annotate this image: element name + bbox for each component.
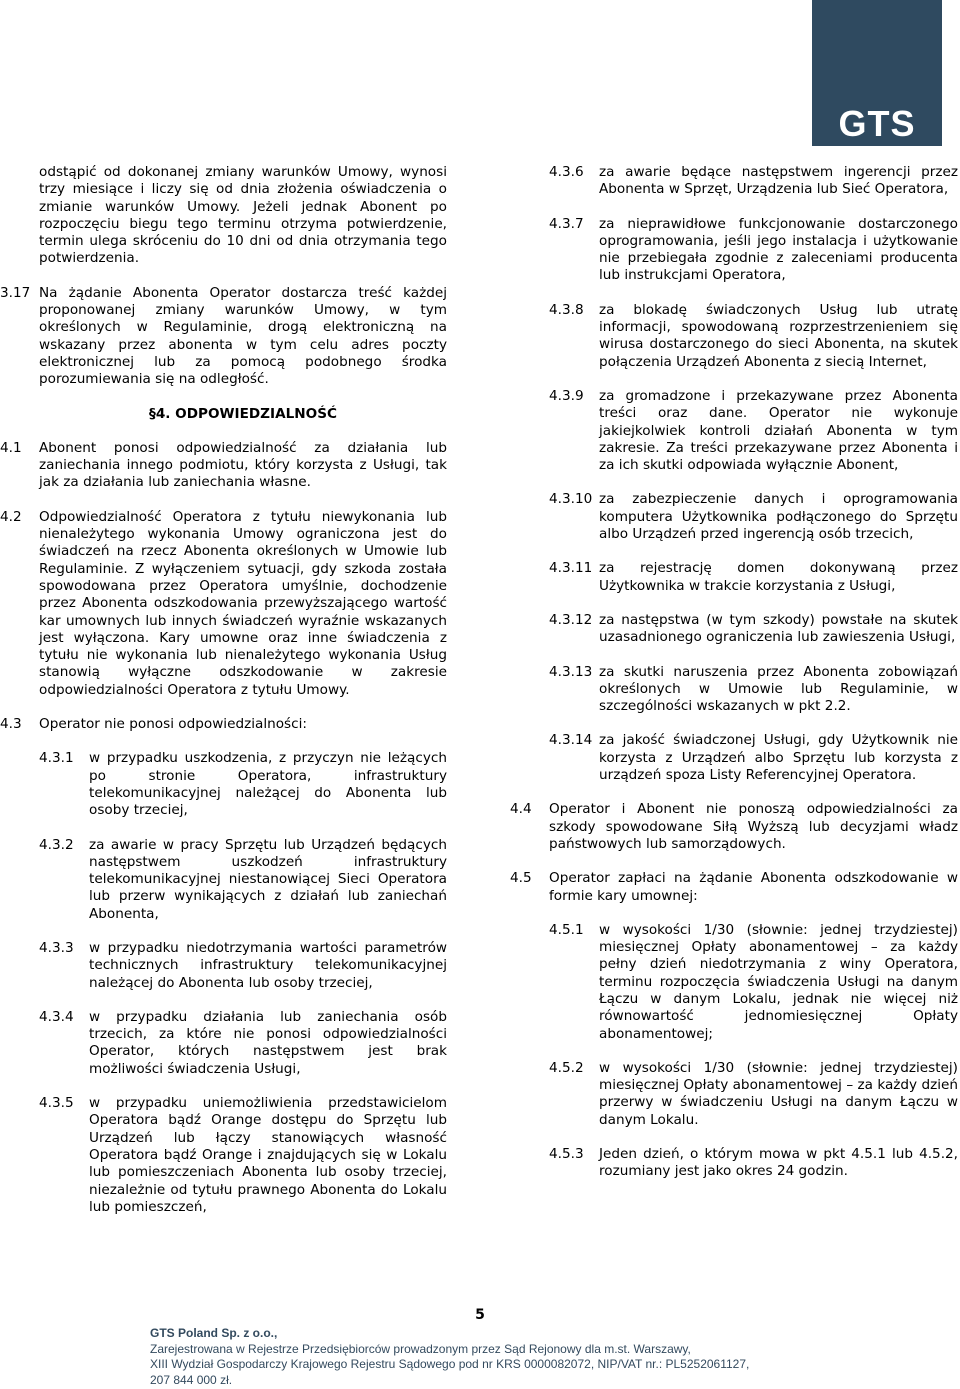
subsection-text: za nieprawidłowe funkcjonowanie dostarczonego oprogramowania, jeśli jego instalacja i użytkowanie nie przebiegała zgodnie z zaleceniami producenta lub instrukcjami Operatora, [599,215,958,284]
subsection-4-3-6 [549,164,958,199]
subsection-number: 4.5.3 [549,1146,584,1163]
footer-registration: Zarejestrowana w Rejestrze Przedsiębiorców prowadzonym przez Sąd Rejonowy dla m.st. Warszawy, [150,1341,691,1356]
subsection-4-5-3 [549,1146,958,1181]
subsection-4-3-4 [39,1009,447,1078]
section-number: 4.4 [510,801,532,818]
subsection-text: w przypadku niedotrzymania wartości parametrów technicznych infrastruktury telekomunikacyjnej należącej do Abonenta lub osoby trzeciej, [89,939,447,991]
subsection-4-3-12 [549,612,958,647]
section-text: Abonent ponosi odpowiedzialność za działania lub zaniechania innego podmiotu, który korzysta z Usługi, tak jak za działania lub zaniechania własne. [39,439,447,491]
subsection-4-3-11 [549,560,958,595]
section-text: Operator nie ponosi odpowiedzialności: [39,716,307,733]
subsection-text: za gromadzone i przekazywane przez Abonenta treści oraz dane. Operator nie wykonuje jakiejkolwiek kontroli działań Abonenta w tym zakresie. Za treści przekazywane przez Abonenta i za ich skutki odpowiada wyłącznie Abonent, [599,387,958,474]
subsection-number: 4.3.10 [549,491,593,508]
section-4-1 [0,439,447,492]
page-number: 5 [475,1307,485,1323]
subsection-4-3-14 [549,732,958,784]
subsection-text: za skutki naruszenia przez Abonenta zobowiązań określonych w Umowie lub Regulaminie, w szczególności wskazanych w pkt 2.2. [599,663,958,715]
subsection-text: za jakość świadczonej Usługi, gdy Użytkownik nie korzysta z Urządzeń albo Sprzętu lub korzysta z urządzeń spoza Listy Referencyjnej Operatora. [599,732,958,784]
subsection-number: 4.3.4 [39,1008,74,1025]
section-number: 4.3 [0,716,22,733]
subsection-number: 4.3.3 [39,939,74,956]
subsection-4-3-1 [39,750,447,819]
subsection-list-4-5 [510,922,958,1181]
left-column [0,164,447,1216]
subsection-number: 4.3.9 [549,387,584,404]
subsection-4-3-10 [549,491,958,543]
subsection-number: 4.3.1 [39,750,74,767]
subsection-number: 4.3.8 [549,301,584,318]
subsection-text: za blokadę świadczonych Usług lub utratę informacji, spowodowaną rozprzestrzenieniem się wirusa dostarczonego do sieci Abonenta, na skutek połączenia Urządzeń Abonenta z siecią Internet, [599,301,958,370]
section-text: Operator zapłaci na żądanie Abonenta odszkodowanie w formie kary umownej: [549,870,958,904]
subsection-4-3-7 [549,216,958,285]
subsection-4-5-2 [549,1060,958,1129]
footer-krs: XIII Wydział Gospodarczy Krajowego Rejestru Sądowego pod nr KRS 0000082072, NIP/VAT nr.: PL5252061127, [150,1357,750,1371]
section-4-3 [0,716,447,733]
section-text: Na żądanie Abonenta Operator dostarcza treść każdej proponowanej zmiany warunków Umowy, w tym określonych w Regulaminie, drogą elektroniczną na wskazany przez abonenta w tym celu adres poczty elektronicznej lub za pomocą podobnego środka porozumiewania się na odległość. [39,284,447,388]
subsection-number: 4.3.7 [549,215,584,232]
subsection-text: w przypadku działania lub zaniechania osób trzecich, za które nie ponosi odpowiedzialności Operator, których następstwem jest brak możliwości świadczenia Usługi, [89,1008,447,1077]
subsection-4-3-2 [39,837,447,923]
subsection-text: w przypadku uszkodzenia, z przyczyn nie leżących po stronie Operatora, infrastruktury telekomunikacyjnej należącej do Abonenta lub osoby trzeciej, [89,750,447,819]
section-text: Odpowiedzialność Operatora z tytułu niewykonania lub nienależytego wykonania Umowy ograniczona jest do świadczeń na rzecz Abonenta określonych w Umowie lub Regulaminie. Z wyłączeniem sytuacji, gdy szkoda została spowodowana przez Operatora umyślnie, dochodzenie przez Abonenta odszkodowania przewyższającego wartość kar umownych lub innych świadczeń wyraźnie wskazanych jest wyłączona. Kary umowne oraz inne świadczenia z tytułu nie wykonania lub nienależytego wykonania Usług stanowią wyłączne odszkodowanie w zakresie odpowiedzialności Operatora z tytułu Umowy. [39,508,447,698]
subsection-4-3-9 [549,388,958,474]
section-number: 4.2 [0,508,22,525]
subsection-text: za awarie w pracy Sprzętu lub Urządzeń będących następstwem uszkodzeń infrastruktury telekomunikacyjnej niestanowiącej Sieci Operatora lub przerw wynikających z działań lub zaniechań Abonenta, [89,836,447,922]
subsection-text: za następstwa (w tym szkody) powstałe na skutek uzasadnionego ograniczenia lub zawieszenia Usługi, [599,611,958,646]
subsection-text: Jeden dzień, o którym mowa w pkt 4.5.1 lub 4.5.2, rozumiany jest jako okres 24 godzin. [599,1146,958,1180]
section-3-17 [0,284,447,389]
subsection-list [39,750,447,1216]
subsection-number: 4.3.5 [39,1095,74,1112]
section-heading: §4. ODPOWIEDZIALNOŚĆ [149,405,337,422]
section-text: Operator i Abonent nie ponoszą odpowiedzialności za szkody spowodowane Siłą Wyższą lub decyzjami władz państwowych lub samorządowych. [549,801,958,852]
intro-paragraph: odstąpić od dokonanej zmiany warunków Umowy, wynosi trzy miesiące i liczy się od dnia złożenia oświadczenia o zmianie warunków Umowy. Jeżeli jednak Abonent po rozpoczęciu biegu tego terminu otrzyma potwierdzenie, termin ulega skróceniu do 10 dni od dnia otrzymania tego potwierdzenia. [39,164,447,267]
subsection-number: 4.3.6 [549,164,584,180]
subsection-list-right [510,164,958,784]
section-4-4 [510,801,958,853]
gts-logo-text: GTS [838,102,916,144]
subsection-4-3-8 [549,302,958,371]
subsection-text: w wysokości 1/30 (słownie: jednej trzydziestej) miesięcznej Opłaty abonamentowej – za każdy pełny dzień niedotrzymania z winy Operatora, terminu rozpoczęcia świadczenia Usługi na danym Łączu w danym Lokalu, jednak nie więcej niż równowartość jednomiesięcznej Opłaty abonamentowej; [599,921,958,1042]
section-4-2 [0,508,447,699]
subsection-number: 4.5.2 [549,1059,584,1076]
subsection-text: w przypadku uniemożliwienia przedstawicielom Operatora bądź Orange dostępu do Sprzętu lub Urządzeń lub łączy stanowiących własność Operatora bądź Orange i znajdujących się w Lokalu lub pomieszczeniach Abonenta lub osoby trzeciej, niezależnie od tytułu prawnego Abonenta do Lokalu lub pomieszczeń, [89,1095,447,1215]
subsection-4-5-1 [549,922,958,1043]
subsection-text: za awarie będące następstwem ingerencji przez Abonenta w Sprzęt, Urządzenia lub Sieć Operatora, [599,164,958,198]
section-4-5 [510,870,958,905]
subsection-text: za zabezpieczenie danych i oprogramowania komputera Użytkownika podłączonego do Sprzętu albo Urządzeń przed ingerencją osób trzecich, [599,491,958,543]
subsection-text: za rejestrację domen dokonywaną przez Użytkownika w trakcie korzystania z Usługi, [599,560,958,594]
subsection-4-3-13 [549,664,958,716]
section-number: 4.5 [510,870,532,887]
subsection-number: 4.3.2 [39,836,74,853]
footer-capital: 207 844 000 zł. [150,1372,233,1387]
subsection-4-3-5 [39,1095,447,1216]
section-number: 3.17 [0,284,31,301]
subsection-number: 4.3.14 [549,732,593,749]
subsection-number: 4.3.13 [549,663,593,680]
section-number: 4.1 [0,439,22,456]
subsection-4-3-3 [39,940,447,992]
subsection-number: 4.5.1 [549,921,584,938]
subsection-number: 4.3.11 [549,560,593,577]
subsection-text: w wysokości 1/30 (słownie: jednej trzydziestej) miesięcznej Opłaty abonamentowej – za każdy dzień przerwy w świadczeniu Usługi na danym Łączu w danym Lokalu. [599,1059,958,1128]
footer-company-name: GTS Poland Sp. z o.o., [150,1326,278,1340]
subsection-number: 4.3.12 [549,611,593,628]
company-footer [150,1326,950,1388]
right-column [510,164,958,1181]
gts-logo [812,0,942,146]
